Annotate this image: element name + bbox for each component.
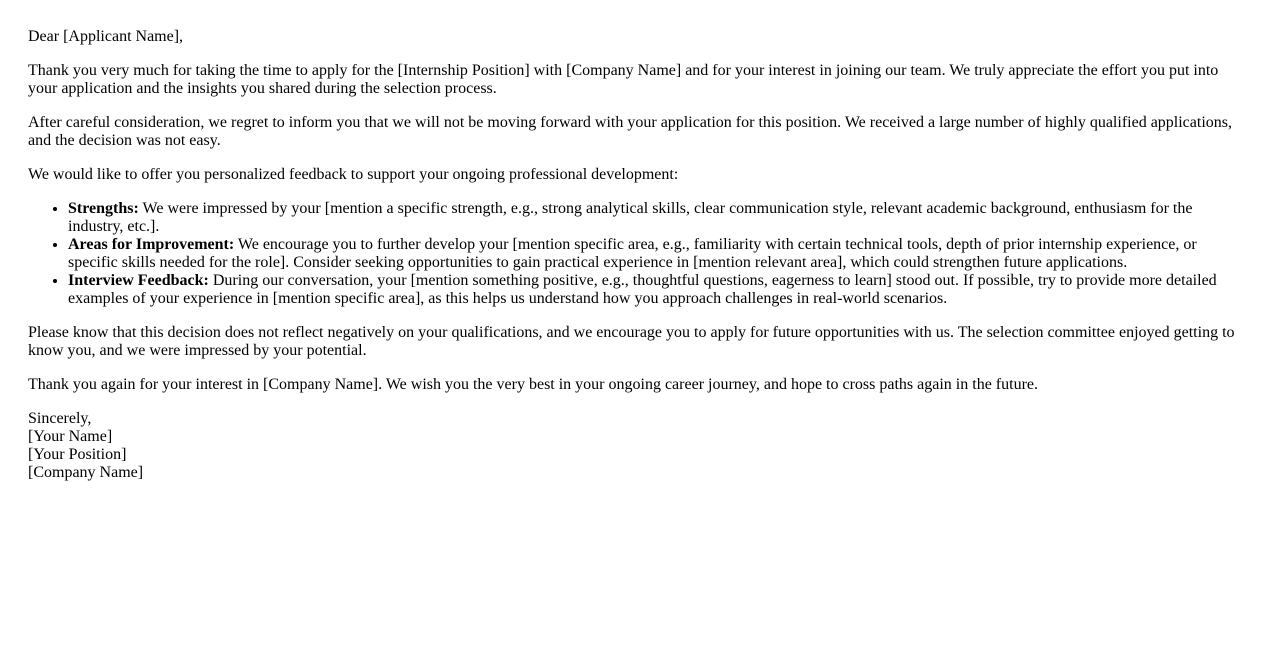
feedback-label: Interview Feedback: (68, 272, 209, 289)
feedback-label: Areas for Improvement: (68, 236, 235, 253)
feedback-list (28, 200, 1240, 308)
signoff: Sincerely, (28, 410, 92, 427)
paragraph-closing-wishes: Thank you again for your interest in [Company Name]. We wish you the very best in your ongoing career journey, and hope to cross paths again in the future. (28, 376, 1038, 393)
greeting: Dear [Applicant Name], (28, 28, 184, 45)
feedback-text: We were impressed by your [mention a specific strength, e.g., strong analytical skills, clear communication style, relevant academic background, enthusiasm for the industry, etc.]. (68, 200, 1193, 235)
feedback-text: We encourage you to further develop your [mention specific area, e.g., familiarity with certain technical tools, depth of prior internship experience, or specific skills needed for the role]. Consider seeking opportunities to gain practical experience in [mention relevant area], which could strengthen future applications. (68, 236, 1197, 271)
feedback-label: Strengths: (68, 200, 139, 217)
letter-body (28, 28, 1240, 482)
paragraph-thanks: Thank you very much for taking the time to apply for the [Internship Position] with [Company Name] and for your interest in joining our team. We truly appreciate the effort you put into your application and the insights you shared during the selection process. (28, 62, 1219, 97)
signature-block (28, 410, 1240, 482)
paragraph-encouragement: Please know that this decision does not reflect negatively on your qualifications, and we encourage you to apply for future opportunities with us. The selection committee enjoyed getting to know you, and we were impressed by your potential. (28, 324, 1235, 359)
feedback-text: During our conversation, your [mention something positive, e.g., thoughtful questions, eagerness to learn] stood out. If possible, try to provide more detailed examples of your experience in [mention specific area], as this helps us understand how you approach challenges in real-world scenarios. (68, 272, 1217, 307)
feedback-item-strengths (68, 200, 1240, 236)
signer-name: [Your Name] (28, 428, 113, 445)
paragraph-feedback-intro: We would like to offer you personalized feedback to support your ongoing professional development: (28, 166, 679, 183)
paragraph-decision: After careful consideration, we regret to inform you that we will not be moving forward with your application for this position. We received a large number of highly qualified applications, and the decision was not easy. (28, 114, 1232, 149)
feedback-item-improvement (68, 236, 1240, 272)
feedback-item-interview (68, 272, 1240, 308)
signer-company: [Company Name] (28, 464, 144, 481)
signer-position: [Your Position] (28, 446, 127, 463)
